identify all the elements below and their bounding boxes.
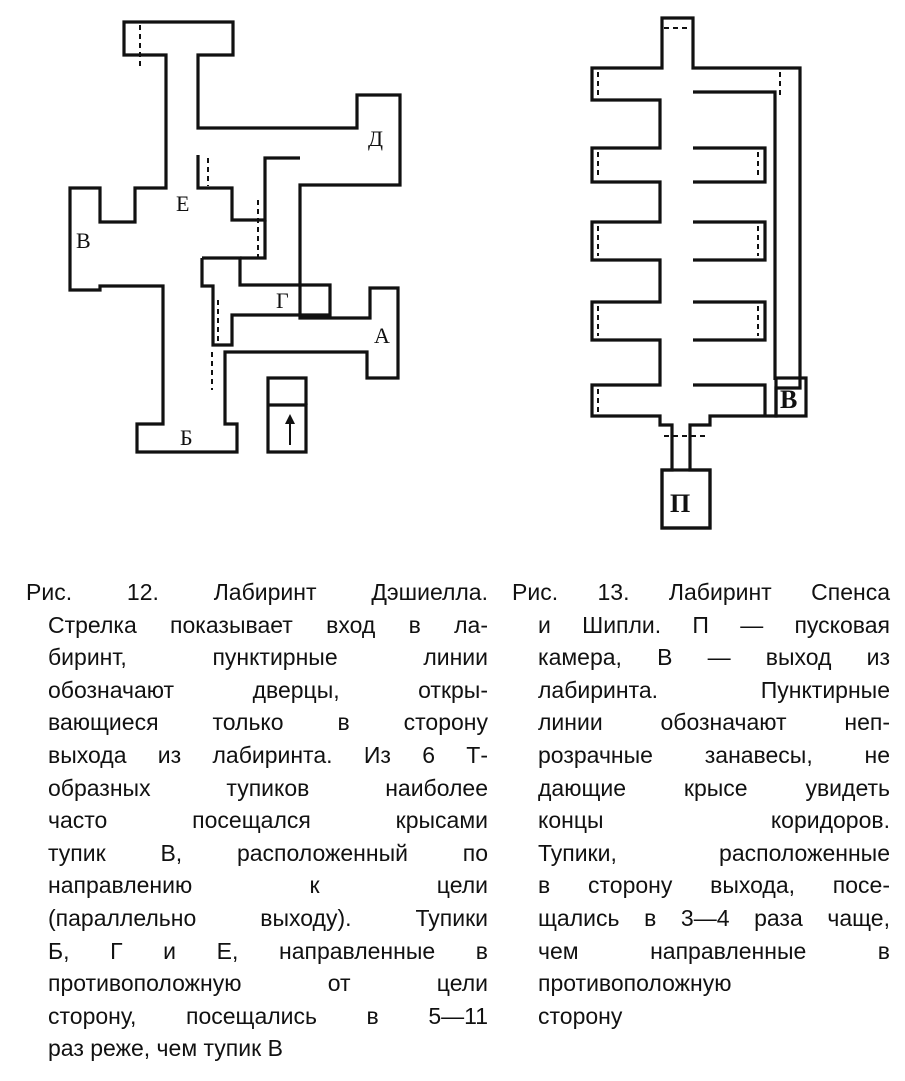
maze-12-label-d: Д [368, 126, 384, 151]
maze-13-arm-right-4 [693, 385, 765, 416]
caption-figure-12 [26, 576, 488, 1065]
caption-13-line: чем направленные в [538, 937, 890, 964]
caption-13-line: Тупики, расположенные [538, 839, 890, 866]
maze-13-label-v: В [780, 385, 798, 414]
caption-13-line: линии обозначают неп- [538, 709, 890, 736]
maze-12-label-b: Б [180, 425, 193, 450]
caption-12-line: выхода из лабиринта. Из 6 Т- [48, 741, 488, 768]
caption-13-line: и Шипли. П — пусковая [538, 611, 890, 638]
caption-12-line: биринт, пунктирные линии [48, 644, 488, 671]
caption-13-line: щались в 3—4 раза чаще, [538, 904, 890, 931]
caption-13-line: Рис. 13. Лабиринт Спенса [512, 579, 890, 605]
caption-13-line: сторону [538, 1002, 623, 1029]
maze-13-arm-right-1 [693, 148, 765, 182]
caption-12-line: обозначают дверцы, откры- [48, 676, 488, 703]
caption-13-line: концы коридоров. [538, 807, 890, 834]
caption-12-line: противоположную от цели [48, 970, 488, 997]
caption-12-line: сторону, посещались в 5—11 [48, 1002, 488, 1029]
caption-12-line: (параллельно выходу). Тупики [48, 904, 488, 931]
caption-12-line: образных тупиков наиболее [48, 774, 488, 801]
maze-12-label-a: А [374, 323, 390, 348]
caption-12-line: направлению к цели [48, 872, 488, 899]
maze-13-label-p: П [670, 489, 691, 518]
caption-figure-13 [512, 576, 890, 1032]
maze-13-outer-wall [592, 18, 800, 528]
maze-12-label-g: Г [276, 288, 289, 313]
caption-13-line: в сторону выхода, посе- [538, 872, 890, 899]
maze-12-label-v: В [76, 228, 91, 253]
caption-12-line: вающиеся только в сторону [48, 709, 488, 736]
caption-12-line: тупик В, расположенный по [48, 839, 488, 866]
maze-13-arm-right-3 [693, 302, 765, 340]
maze-12-label-e: Е [176, 191, 190, 216]
maze-13-arm-1 [693, 92, 775, 380]
caption-12-line: раз реже, чем тупик В [48, 1035, 283, 1062]
caption-12-line: Стрелка показывает вход в ла- [48, 611, 488, 638]
caption-12-line: Б, Г и Е, направленные в [48, 937, 488, 964]
caption-12-line: часто посещался крысами [48, 807, 488, 834]
caption-13-line: дающие крысе увидеть [538, 774, 890, 801]
maze-13-arm-right-2 [693, 222, 765, 260]
caption-13-line: камера, В — выход из [538, 644, 890, 671]
caption-13-line: розрачные занавесы, не [538, 741, 890, 768]
caption-13-line: противоположную [538, 970, 732, 997]
caption-12-line: Рис. 12. Лабиринт Дэшиелла. [26, 579, 488, 605]
caption-13-line: лабиринта. Пунктирные [538, 676, 890, 703]
